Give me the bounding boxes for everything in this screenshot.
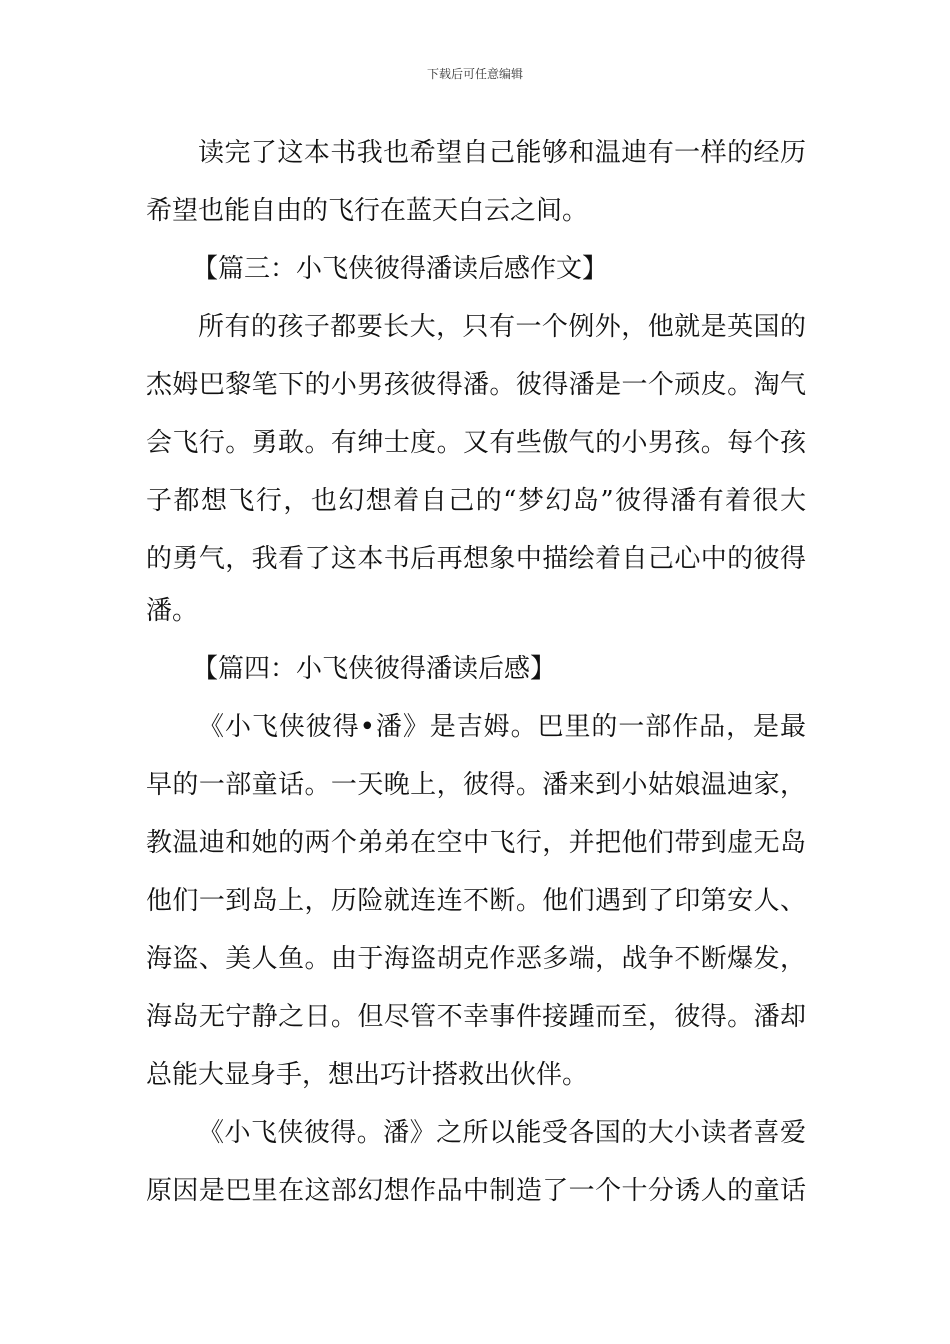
paragraph-line: 《小飞侠彼得。潘》之所以能受各国的大小读者喜爱 — [198, 1118, 806, 1148]
section-heading: 【篇四：小飞侠彼得潘读后感】 — [192, 654, 557, 684]
paragraph-line: 子都想飞行，也幻想着自己的“梦幻岛”彼得潘有着很大 — [146, 486, 806, 516]
paragraph-line: 潘。 — [146, 596, 199, 626]
paragraph-line: 早的一部童话。一天晚上，彼得。潘来到小姑娘温迪家， — [146, 770, 806, 800]
paragraph-line: 读完了这本书我也希望自己能够和温迪有一样的经历 — [198, 138, 806, 168]
page-header: 下载后可任意编辑 — [426, 67, 523, 81]
section-heading: 【篇三：小飞侠彼得潘读后感作文】 — [192, 254, 609, 284]
paragraph-line: 他们一到岛上，历险就连连不断。他们遇到了印第安人、 — [146, 886, 806, 916]
paragraph-line: 海岛无宁静之日。但尽管不幸事件接踵而至，彼得。潘却 — [146, 1002, 806, 1032]
paragraph-line: 原因是巴里在这部幻想作品中制造了一个十分诱人的童话 — [146, 1176, 806, 1206]
paragraph-line: 的勇气，我看了这本书后再想象中描绘着自己心中的彼得 — [146, 544, 806, 574]
paragraph-line: 希望也能自由的飞行在蓝天白云之间。 — [146, 196, 589, 226]
paragraph-line: 杰姆巴黎笔下的小男孩彼得潘。彼得潘是一个顽皮。淘气 — [146, 370, 806, 400]
paragraph-line: 教温迪和她的两个弟弟在空中飞行，并把他们带到虚无岛 — [146, 828, 806, 858]
paragraph-line: 所有的孩子都要长大，只有一个例外，他就是英国的 — [198, 312, 806, 342]
paragraph-line: 海盗、美人鱼。由于海盗胡克作恶多端，战争不断爆发， — [146, 944, 806, 974]
paragraph-line: 《小飞侠彼得•潘》是吉姆。巴里的一部作品，是最 — [198, 712, 806, 742]
paragraph-line: 总能大显身手，想出巧计搭救出伙伴。 — [146, 1060, 589, 1090]
paragraph-line: 会飞行。勇敢。有绅士度。又有些傲气的小男孩。每个孩 — [146, 428, 806, 458]
